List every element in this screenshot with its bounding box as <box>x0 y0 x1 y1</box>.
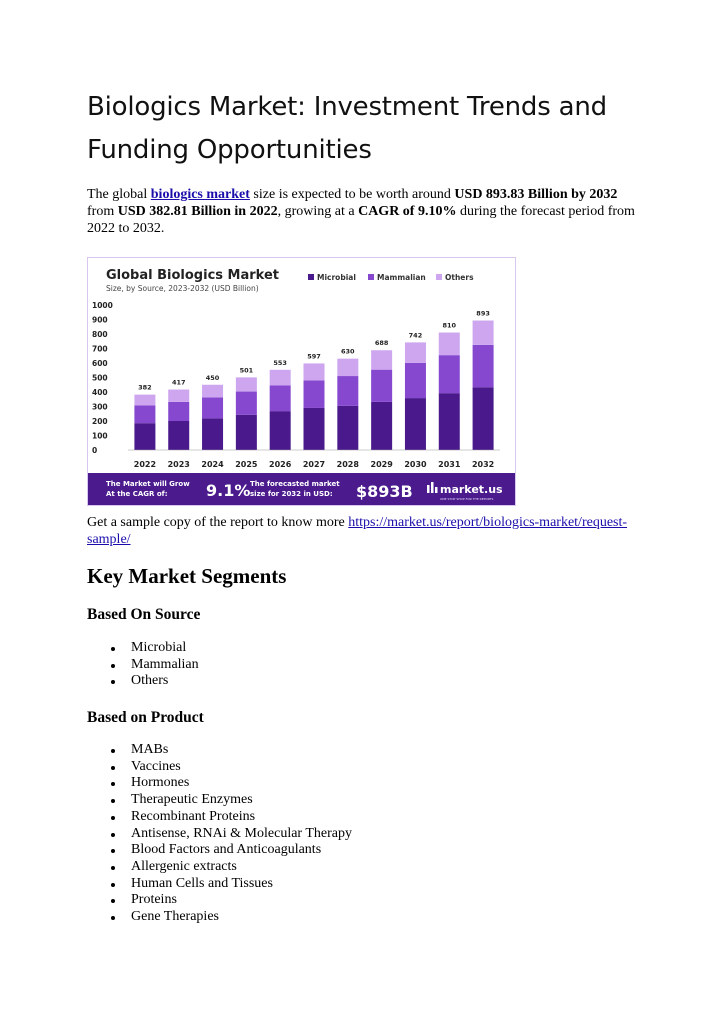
bar-segment-mammalian <box>202 397 223 418</box>
bar-total-label: 382 <box>138 383 152 392</box>
sample-text: Get a sample copy of the report to know more <box>87 515 349 530</box>
y-axis <box>92 301 113 455</box>
source-heading: Based On Source <box>87 606 201 623</box>
bar-segment-microbial <box>405 398 426 450</box>
intro-bold-forecast: USD 893.83 Billion by 2032 <box>454 187 618 202</box>
segments-heading: Key Market Segments <box>87 564 287 588</box>
bar-segment-others <box>202 385 223 398</box>
bar-segment-mammalian <box>168 402 189 421</box>
banner-forecast-label-2: size for 2032 in USD: <box>250 490 333 498</box>
list-item: Gene Therapies <box>108 909 352 926</box>
banner-forecast-value: $893B <box>356 482 413 501</box>
bar-total-label: 553 <box>273 358 287 367</box>
legend-swatch <box>368 274 374 280</box>
bar-segment-mammalian <box>337 376 358 406</box>
bar-segment-others <box>236 377 257 391</box>
legend-label: Others <box>445 273 474 282</box>
x-tick-label: 2029 <box>370 460 393 469</box>
list-item: Therapeutic Enzymes <box>108 792 352 809</box>
intro-text: , growing at a <box>277 204 359 219</box>
x-tick-label: 2031 <box>438 460 461 469</box>
bar-total-label: 742 <box>408 331 423 340</box>
chart-title: Global Biologics Market <box>106 268 279 283</box>
bar-segment-others <box>134 395 155 406</box>
bar-segment-microbial <box>236 415 257 450</box>
bar-total-label: 810 <box>442 321 457 330</box>
bar-segment-others <box>304 363 325 380</box>
bar-segment-microbial <box>439 393 460 450</box>
list-item: Vaccines <box>108 759 352 776</box>
sample-paragraph <box>87 514 647 548</box>
bar-segment-microbial <box>202 418 223 450</box>
list-item: MABs <box>108 742 352 759</box>
bar-segment-mammalian <box>439 355 460 393</box>
x-tick-label: 2024 <box>201 460 224 469</box>
list-item: Blood Factors and Anticoagulants <box>108 842 352 859</box>
legend-label: Mammalian <box>377 273 426 282</box>
bar-segment-others <box>371 350 392 369</box>
chart-svg <box>88 258 515 505</box>
legend-label: Microbial <box>317 273 356 282</box>
list-item: Mammalian <box>108 657 199 674</box>
y-tick-label: 200 <box>92 417 108 426</box>
banner-cagr-label-2: At the CAGR of: <box>106 490 168 498</box>
y-tick-label: 700 <box>92 344 108 354</box>
banner-cagr-label-1: The Market will Grow <box>106 480 190 488</box>
bar-segment-mammalian <box>405 363 426 398</box>
x-tick-label: 2032 <box>471 460 495 469</box>
y-tick-label: 0 <box>92 446 98 455</box>
x-tick-label: 2023 <box>167 460 190 469</box>
intro-paragraph <box>87 186 635 237</box>
bar-segment-others <box>473 321 494 345</box>
legend-swatch <box>436 274 442 280</box>
biologics-market-chart <box>87 257 516 506</box>
bar-segment-microbial <box>371 402 392 450</box>
y-tick-label: 300 <box>92 402 108 412</box>
bar-total-label: 417 <box>171 378 186 387</box>
list-item: Others <box>108 673 199 690</box>
bar-segment-others <box>270 370 291 386</box>
y-tick-label: 400 <box>92 388 108 397</box>
bar-area <box>128 310 500 450</box>
chart-legend <box>308 273 474 282</box>
bar-segment-others <box>168 390 189 402</box>
x-tick-label: 2027 <box>302 460 326 469</box>
bar-segment-mammalian <box>270 385 291 411</box>
list-item: Microbial <box>108 640 199 657</box>
chart-banner <box>88 473 515 505</box>
bar-segment-microbial <box>473 387 494 450</box>
list-item: Proteins <box>108 892 352 909</box>
bar-segment-mammalian <box>304 380 325 408</box>
banner-brand: market.us <box>440 483 503 496</box>
x-tick-label: 2026 <box>269 460 292 469</box>
bar-segment-others <box>337 359 358 376</box>
legend-swatch <box>308 274 314 280</box>
x-tick-label: 2028 <box>336 460 359 469</box>
bar-total-label: 450 <box>205 373 220 382</box>
y-tick-label: 1000 <box>92 301 113 310</box>
list-item: Allergenic extracts <box>108 859 352 876</box>
y-tick-label: 500 <box>92 373 108 383</box>
product-list <box>108 742 352 926</box>
list-item: Recombinant Proteins <box>108 809 352 826</box>
intro-text: during the forecast period from 2022 to 2032. <box>87 204 635 236</box>
chart-subtitle: Size, by Source, 2023-2032 (USD Billion) <box>106 284 259 293</box>
intro-text: size is expected to be worth around <box>249 187 455 202</box>
bar-segment-microbial <box>304 408 325 450</box>
bar-total-label: 597 <box>307 352 321 361</box>
page-title: Biologics Market: Investment Trends and Funding Opportunities <box>87 92 607 165</box>
bar-segment-mammalian <box>134 405 155 423</box>
bar-segment-others <box>439 333 460 356</box>
x-tick-label: 2030 <box>404 460 427 469</box>
bar-total-label: 501 <box>239 366 254 375</box>
banner-brand-tagline: ONE STOP SHOP FOR THE REPORTS <box>440 497 494 501</box>
list-item: Human Cells and Tissues <box>108 876 352 893</box>
intro-bold-base: USD 382.81 Billion in 2022 <box>117 204 278 219</box>
bar-segment-mammalian <box>236 392 257 415</box>
y-tick-label: 900 <box>92 315 108 325</box>
banner-cagr-value: 9.1% <box>206 481 251 500</box>
bar-segment-microbial <box>134 423 155 450</box>
list-item: Hormones <box>108 775 352 792</box>
intro-text: from <box>87 204 118 219</box>
y-tick-label: 100 <box>92 431 108 441</box>
bar-total-label: 630 <box>341 347 355 356</box>
bar-total-label: 893 <box>476 309 490 318</box>
intro-text: The global <box>87 187 151 202</box>
sample-report-link[interactable]: https://market.us/report/biologics-market/request-sample/ <box>87 515 628 547</box>
biologics-market-link[interactable]: biologics market <box>150 187 250 202</box>
x-tick-label: 2022 <box>133 460 157 469</box>
source-list <box>108 640 199 690</box>
bar-total-label: 688 <box>374 339 389 348</box>
banner-forecast-label-1: The forecasted market <box>250 480 340 488</box>
bar-segment-others <box>405 342 426 362</box>
intro-bold-cagr: CAGR of 9.10% <box>358 204 457 219</box>
list-item: Antisense, RNAi & Molecular Therapy <box>108 826 352 843</box>
bar-segment-microbial <box>337 406 358 450</box>
bar-segment-microbial <box>168 421 189 450</box>
y-tick-label: 800 <box>92 330 108 339</box>
y-tick-label: 600 <box>92 359 108 368</box>
bar-segment-mammalian <box>371 370 392 402</box>
x-axis <box>134 460 494 469</box>
bar-segment-microbial <box>270 411 291 450</box>
x-tick-label: 2025 <box>235 460 258 469</box>
product-heading: Based on Product <box>87 709 204 726</box>
bar-segment-mammalian <box>473 345 494 387</box>
